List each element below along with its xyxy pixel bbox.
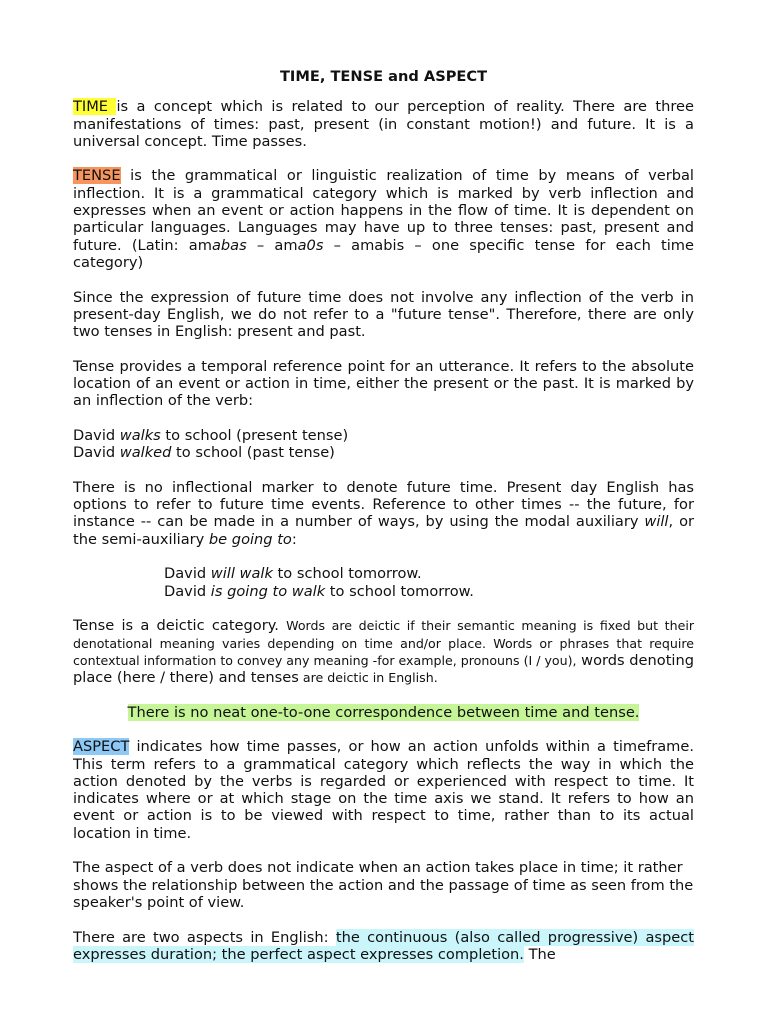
example-present: David walks to school (present tense) [73, 426, 349, 444]
latin-ending-1: abas [211, 236, 247, 254]
paragraph-aspect-text: indicates how time passes, or how an action unfolds within a timeframe. This term refers to a grammatical category which reflects the way in which the action denoted by the verbs is regarded or experienced with respect to time. It indicates where or at which stage on the time axis we stand. It refers to how an event or action is to be viewed with respect to time, rather than to its actual location in time. [73, 738, 694, 842]
paragraph-tense [73, 167, 694, 271]
paragraph-aspect [73, 738, 694, 842]
paragraph-tense-reference: Tense provides a temporal reference point for an utterance. It refers to the absolute location of an event or action in time, either the present or the past. It is marked by an inflection of the verb: [73, 357, 694, 410]
callout-paragraph [73, 704, 694, 721]
paragraph-tense-text-2: – am [246, 236, 298, 254]
document-title: TIME, TENSE and ASPECT [279, 68, 488, 85]
latin-ending-2: a0s [297, 236, 324, 254]
word-will: will [644, 513, 669, 531]
paragraph-tense-text: is the grammatical or linguistic realization of time by means of verbal inflection. It is a grammatical category which is marked by verb inflection and expresses when an event or action happens in the flow of time. It is dependent on particular languages. Languages may have up to three tenses: past, present and future. (Latin: am [73, 167, 694, 254]
paragraph-future-time: There is no inflectional marker to denote future time. Present day English has options to refer to future time events. Reference to other times -- the future, for instance -- can be made in a number of ways, by using the modal auxiliary will, or the semi-auxiliary be going to: [73, 478, 694, 548]
term-aspect-highlight: ASPECT [73, 738, 130, 756]
aspects-highlight: the continuous (also called progressive) aspect expresses duration; the perfect aspect expresses completion. [73, 928, 694, 963]
paragraph-two-aspects: There are two aspects in English: the continuous (also called progressive) aspect expresses duration; the perfect aspect expresses completion. The [73, 928, 694, 963]
paragraph-tense-text-3: – amabis – one specific tense for each time category) [73, 236, 694, 271]
deictic-definition: Words are deictic if their semantic meaning is fixed but their denotational meaning varies depending on time and/or place. Words or phrases that require contextual information to convey any meaning -for example, pronouns (I / you), [73, 618, 694, 668]
term-tense-highlight: TENSE [73, 167, 121, 185]
paragraph-aspect-verb: The aspect of a verb does not indicate when an action takes place in time; it rather shows the relationship between the action and the passage of time as seen from the speaker's point of view. [73, 859, 694, 911]
example-going-to-walk: David is going to walk to school tomorrow. [164, 582, 474, 600]
paragraph-future-tense: Since the expression of future time does not involve any inflection of the verb in present-day English, we do not refer to a "future tense". Therefore, there are only two tenses in English: present and past. [73, 288, 694, 341]
example-past: David walked to school (past tense) [73, 444, 335, 462]
paragraph-time-text: is a concept which is related to our perception of reality. There are three manifestations of times: past, present (in constant motion!) and future. It is a universal concept. Time passes. [73, 98, 695, 150]
examples-tense [73, 427, 694, 462]
phrase-be-going-to: be going to [208, 530, 292, 548]
example-will-walk: David will walk to school tomorrow. [164, 565, 422, 583]
term-time-highlight: TIME [73, 98, 117, 116]
examples-future [73, 565, 694, 600]
paragraph-time [73, 98, 694, 150]
callout-highlight: There is no neat one-to-one correspondence between time and tense. [127, 703, 640, 721]
paragraph-deictic: Tense is a deictic category. Words are deictic if their semantic meaning is fixed but their denotational meaning varies depending on time and/or place. Words or phrases that require contextual information to convey any meaning -for example, pronouns (I / you), words denoting place (here / there) and tenses are deictic in English. [73, 617, 694, 687]
